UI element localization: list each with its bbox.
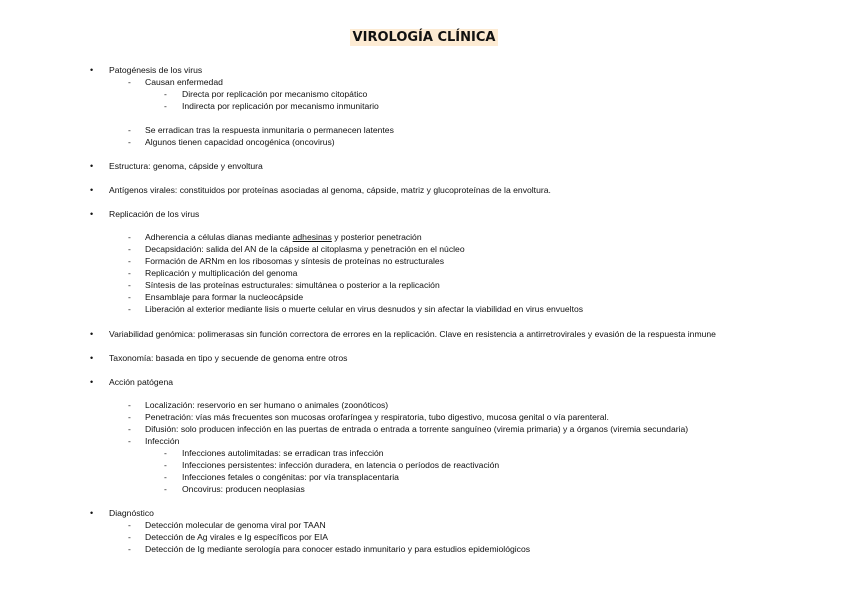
bullet-dot: • — [90, 185, 94, 195]
bullet-dash: - — [128, 304, 131, 314]
bullet-dot: • — [90, 65, 94, 75]
bullet-dash: - — [128, 125, 131, 135]
list-item: Infecciones persistentes: infección duradera, en latencia o períodos de reactivación — [182, 460, 500, 470]
bullet-dash: - — [128, 292, 131, 302]
bullet-dash: - — [128, 232, 131, 242]
list-item: Detección molecular de genoma viral por TAAN — [145, 520, 326, 530]
adhesinas-underlined: adhesinas — [292, 232, 332, 242]
bullet-dash: - — [128, 268, 131, 278]
list-item: Infecciones fetales o congénitas: por vía transplacentaria — [182, 472, 399, 482]
list-item: Ensamblaje para formar la nucleocápside — [145, 292, 304, 302]
bullet-dot: • — [90, 353, 94, 363]
adherencia-text-end: y posterior penetración — [331, 232, 422, 242]
bullet-dash: - — [128, 137, 131, 147]
bullet-dot: • — [90, 161, 94, 171]
bullet-dot: • — [90, 377, 94, 387]
list-item: Liberación al exterior mediante lisis o muerte celular en virus desnudos y sin afectar la viabilidad en virus envueltos — [145, 304, 584, 314]
bullet-dash: - — [128, 77, 131, 87]
bullet-dash: - — [164, 460, 167, 470]
bullet-dash: - — [164, 472, 167, 482]
bullet-dash: - — [128, 532, 131, 542]
bullet-dash: - — [128, 436, 131, 446]
list-item: Penetración: vías más frecuentes son mucosas orofaríngea y respiratoria, tubo digestivo, mucosa genital o vía parenteral. — [145, 412, 609, 422]
bullet-dot: • — [90, 329, 94, 339]
list-item: Algunos tienen capacidad oncogénica (oncovirus) — [145, 137, 335, 147]
list-item-adherencia — [145, 231, 422, 243]
section-heading-estructura: Estructura: genoma, cápside y envoltura — [109, 161, 263, 171]
list-item: Localización: reservorio en ser humano o animales (zoonóticos) — [145, 400, 389, 410]
section-heading-diagnostico: Diagnóstico — [109, 508, 154, 518]
bullet-dash: - — [128, 280, 131, 290]
bullet-dash: - — [128, 520, 131, 530]
list-item: Causan enfermedad — [145, 77, 223, 87]
section-heading-replicacion: Replicación de los virus — [109, 209, 200, 219]
list-item: Infecciones autolimitadas: se erradican tras infección — [182, 448, 384, 458]
list-item: Formación de ARNm en los ribosomas y síntesis de proteínas no estructurales — [145, 256, 445, 266]
list-item: Se erradican tras la respuesta inmunitaria o permanecen latentes — [145, 125, 394, 135]
bullet-dash: - — [128, 544, 131, 554]
list-item: Infección — [145, 436, 180, 446]
list-item: Decapsidación: salida del AN de la cápside al citoplasma y penetración en el núcleo — [145, 244, 465, 254]
bullet-dash: - — [128, 412, 131, 422]
list-item: Difusión: solo producen infección en las puertas de entrada o entrada a torrente sanguíneo (viremia primaria) y a órganos (viremia secundaria) — [145, 424, 689, 434]
bullet-dot: • — [90, 508, 94, 518]
list-item: Síntesis de las proteínas estructurales: simultánea o posterior a la replicación — [145, 280, 440, 290]
section-heading-antigenos: Antígenos virales: constituidos por proteínas asociadas al genoma, cápside, matriz y glucoproteínas de la envoltura. — [109, 185, 551, 195]
list-item: Detección de Ag virales e Ig específicos por EIA — [145, 532, 328, 542]
bullet-dash: - — [164, 484, 167, 494]
bullet-dash: - — [128, 244, 131, 254]
section-heading-variabilidad: Variabilidad genómica: polimerasas sin función correctora de errores en la replicación. Clave en resistencia a antirretrovirales y evasión de la respuesta inmune — [109, 329, 716, 339]
adherencia-text: Adherencia a células dianas mediante — [145, 232, 293, 242]
list-item: Oncovirus: producen neoplasias — [182, 484, 305, 494]
list-item: Indirecta por replicación por mecanismo inmunitario — [182, 101, 379, 111]
list-item: Detección de Ig mediante serología para conocer estado inmunitario y para estudios epidemiológicos — [145, 544, 531, 554]
bullet-dot: • — [90, 209, 94, 219]
section-heading-taxonomia: Taxonomía: basada en tipo y secuende de genoma entre otros — [109, 353, 348, 363]
section-heading-accion: Acción patógena — [109, 377, 174, 387]
list-item: Replicación y multiplicación del genoma — [145, 268, 298, 278]
page-title — [0, 28, 848, 46]
section-heading-patogenesis: Patogénesis de los virus — [109, 65, 203, 75]
page-title-text: VIROLOGÍA CLÍNICA — [350, 29, 499, 46]
bullet-dash: - — [164, 448, 167, 458]
bullet-dash: - — [128, 400, 131, 410]
bullet-dash: - — [128, 256, 131, 266]
list-item: Directa por replicación por mecanismo citopático — [182, 89, 368, 99]
bullet-dash: - — [128, 424, 131, 434]
bullet-dash: - — [164, 89, 167, 99]
bullet-dash: - — [164, 101, 167, 111]
